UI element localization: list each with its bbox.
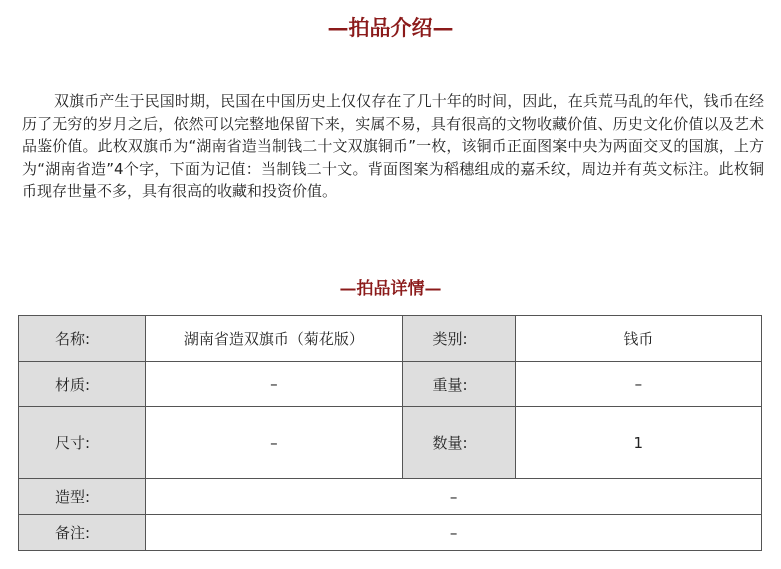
category-label: 类别:	[402, 316, 515, 362]
remark-value: –	[146, 515, 762, 551]
size-value: –	[146, 407, 402, 479]
size-label: 尺寸:	[19, 407, 146, 479]
table-row-size	[19, 407, 762, 479]
remark-label: 备注:	[19, 515, 146, 551]
details-table	[18, 315, 762, 551]
name-value: 湖南省造双旗币（菊花版）	[146, 316, 402, 362]
table-row-name	[19, 316, 762, 362]
shape-value: –	[146, 479, 762, 515]
material-value: –	[146, 362, 402, 407]
table-row-material	[19, 362, 762, 407]
name-label: 名称:	[19, 316, 146, 362]
weight-value: –	[515, 362, 761, 407]
intro-title: —拍品介绍—	[327, 15, 454, 40]
details-title: —拍品详情—	[339, 279, 442, 299]
intro-paragraph: 双旗币产生于民国时期，民国在中国历史上仅仅存在了几十年的时间，因此，在兵荒马乱的年代，钱币在经历了无穷的岁月之后，依然可以完整地保留下来，实属不易，具有很高的文物收藏价值、历史文化价值以及艺术品鉴价值。此枚双旗币为“湖南省造当制钱二十文双旗铜币”一枚，该铜币正面图案中央为两面交叉的国旗，上方为“湖南省造”4个字，下面为记值：当制钱二十文。背面图案为稻穗组成的嘉禾纹，周边并有英文标注。此枚铜币现存世量不多，具有很高的收藏和投资价值。	[22, 92, 764, 200]
quantity-value: 1	[515, 407, 761, 479]
category-value: 钱币	[515, 316, 761, 362]
quantity-label: 数量:	[402, 407, 515, 479]
weight-label: 重量:	[402, 362, 515, 407]
table-row-remark	[19, 515, 762, 551]
shape-label: 造型:	[19, 479, 146, 515]
material-label: 材质:	[19, 362, 146, 407]
table-row-shape	[19, 479, 762, 515]
